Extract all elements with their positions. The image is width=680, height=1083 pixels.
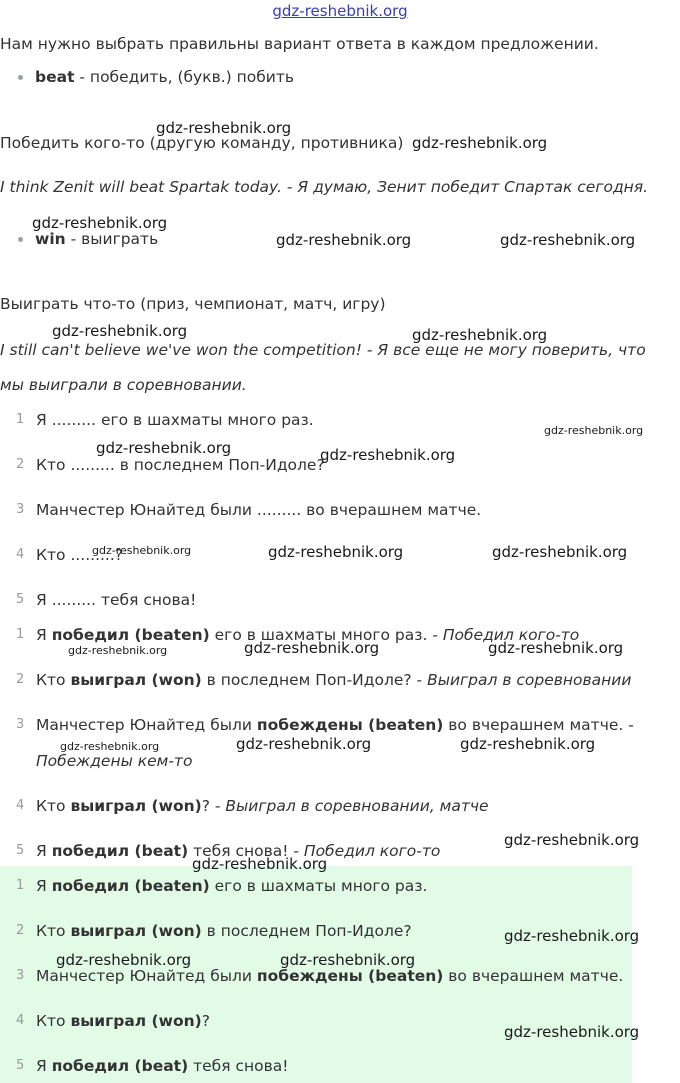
item-text: Кто выиграл (won) в последнем Поп-Идоле? - Выиграл в соревновании bbox=[36, 671, 632, 689]
vocab-item-beat bbox=[18, 68, 294, 86]
usage-text: Выиграть что-то (приз, чемпионат, матч, игру) bbox=[0, 295, 386, 313]
item-number: 2 bbox=[16, 672, 25, 687]
item-number: 2 bbox=[16, 923, 25, 938]
item-number: 1 bbox=[16, 627, 25, 642]
site-link[interactable]: gdz-reshebnik.org bbox=[272, 2, 408, 20]
item-number: 5 bbox=[16, 1058, 25, 1073]
watermark: gdz-reshebnik.org bbox=[412, 134, 548, 152]
watermark: gdz-reshebnik.org bbox=[544, 424, 644, 437]
usage-text: Победить кого-то (другую команду, противника) bbox=[0, 134, 404, 152]
bullet-icon bbox=[18, 75, 23, 80]
item-text: Я победил (beaten) его в шахматы много раз. - Победил кого-то bbox=[36, 626, 580, 644]
vocab-meaning: - выиграть bbox=[65, 230, 159, 248]
item-number: 1 bbox=[16, 878, 25, 893]
watermark: gdz-reshebnik.org bbox=[236, 735, 372, 753]
item-number: 4 bbox=[16, 1013, 25, 1028]
watermark: gdz-reshebnik.org bbox=[412, 326, 548, 344]
item-number: 3 bbox=[16, 502, 25, 517]
vocab-item-win bbox=[18, 230, 158, 248]
list-item bbox=[0, 589, 680, 611]
bullet-icon bbox=[18, 237, 23, 242]
watermark: gdz-reshebnik.org bbox=[156, 119, 292, 137]
vocab-meaning: - победить, (букв.) побить bbox=[74, 68, 295, 86]
watermark: gdz-reshebnik.org bbox=[244, 639, 380, 657]
item-text: Я ......... его в шахматы много раз. bbox=[36, 411, 314, 429]
watermark: gdz-reshebnik.org bbox=[320, 446, 456, 464]
watermark: gdz-reshebnik.org bbox=[276, 231, 412, 249]
item-text: Кто выиграл (won) в последнем Поп-Идоле? bbox=[36, 922, 412, 940]
watermark: gdz-reshebnik.org bbox=[492, 543, 628, 561]
item-number: 1 bbox=[16, 412, 25, 427]
item-note: Побеждены кем-то bbox=[36, 752, 193, 770]
vocab-word: beat bbox=[35, 68, 75, 86]
item-text: Кто выиграл (won)? - Выиграл в соревновании, матче bbox=[36, 797, 489, 815]
watermark: gdz-reshebnik.org bbox=[460, 735, 596, 753]
item-text: Я победил (beat) тебя снова! bbox=[36, 1057, 289, 1075]
list-item bbox=[0, 1055, 680, 1077]
item-number: 3 bbox=[16, 968, 25, 983]
example-text-cont: мы выиграли в соревновании. bbox=[0, 376, 247, 394]
watermark: gdz-reshebnik.org bbox=[52, 322, 188, 340]
item-number: 4 bbox=[16, 798, 25, 813]
item-number: 5 bbox=[16, 592, 25, 607]
watermark: gdz-reshebnik.org bbox=[32, 214, 168, 232]
item-text: Манчестер Юнайтед были побеждены (beaten) во вчерашнем матче. bbox=[36, 967, 624, 985]
example-text: I still can't believe we've won the competition! - Я все еще не могу поверить, что bbox=[0, 341, 646, 359]
watermark: gdz-reshebnik.org bbox=[68, 644, 168, 657]
watermark: gdz-reshebnik.org bbox=[504, 1023, 640, 1041]
example-text: I think Zenit will beat Spartak today. - Я думаю, Зенит победит Спартак сегодня. bbox=[0, 178, 649, 196]
item-number: 2 bbox=[16, 457, 25, 472]
watermark: gdz-reshebnik.org bbox=[96, 439, 232, 457]
list-item bbox=[0, 875, 680, 897]
item-text: Манчестер Юнайтед были ......... во вчерашнем матче. bbox=[36, 501, 482, 519]
watermark: gdz-reshebnik.org bbox=[504, 831, 640, 849]
item-number: 4 bbox=[16, 547, 25, 562]
item-text: Кто выиграл (won)? bbox=[36, 1012, 210, 1030]
watermark: gdz-reshebnik.org bbox=[280, 951, 416, 969]
watermark: gdz-reshebnik.org bbox=[92, 544, 192, 557]
list-item bbox=[0, 714, 680, 736]
watermark: gdz-reshebnik.org bbox=[56, 951, 192, 969]
item-text: Я ......... тебя снова! bbox=[36, 591, 197, 609]
watermark: gdz-reshebnik.org bbox=[504, 927, 640, 945]
item-text: Кто ......... в последнем Поп-Идоле? bbox=[36, 456, 325, 474]
item-number: 3 bbox=[16, 717, 25, 732]
watermark: gdz-reshebnik.org bbox=[488, 639, 624, 657]
list-item bbox=[0, 669, 680, 691]
watermark: gdz-reshebnik.org bbox=[268, 543, 404, 561]
item-number: 5 bbox=[16, 843, 25, 858]
intro-text: Нам нужно выбрать правильны вариант ответа в каждом предложении. bbox=[0, 35, 599, 53]
list-item bbox=[0, 795, 680, 817]
watermark: gdz-reshebnik.org bbox=[192, 855, 328, 873]
item-text: Кто .........? bbox=[36, 546, 124, 564]
item-text: Манчестер Юнайтед были побеждены (beaten) во вчерашнем матче. - bbox=[36, 716, 634, 734]
vocab-word: win bbox=[35, 230, 66, 248]
watermark: gdz-reshebnik.org bbox=[60, 740, 160, 753]
list-item bbox=[0, 499, 680, 521]
item-text: Я победил (beat) тебя снова! - Победил кого-то bbox=[36, 842, 441, 860]
watermark: gdz-reshebnik.org bbox=[500, 231, 636, 249]
item-text: Я победил (beaten) его в шахматы много раз. bbox=[36, 877, 428, 895]
